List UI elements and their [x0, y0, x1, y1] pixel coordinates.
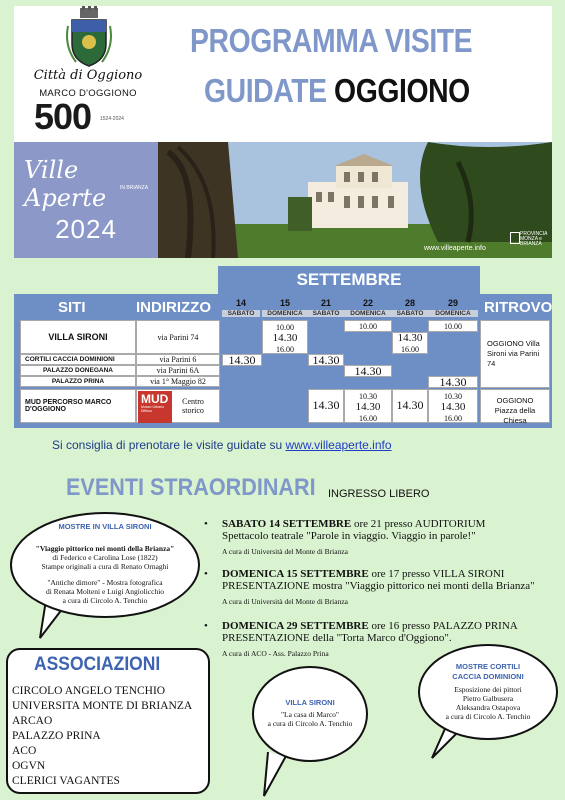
time-value: 16.00 — [401, 345, 419, 354]
associations-title: ASSOCIAZIONI — [34, 654, 161, 675]
event-place: ore 21 presso AUDITORIUM — [351, 518, 486, 530]
association-item: ACO — [12, 745, 37, 757]
time-value: 10.30 — [444, 392, 462, 401]
time-value: 16.00 — [359, 414, 377, 423]
event-organizer: A cura di Università del Monte di Brianza — [222, 597, 349, 606]
day-number: 21 — [320, 298, 331, 308]
time-value: 16.00 — [444, 414, 462, 423]
villa-photo — [158, 142, 552, 258]
bubble-title: CACCIA DOMINIONI — [452, 672, 524, 681]
bubble-title: MOSTRE CORTILI — [455, 662, 521, 671]
title-word-guidate: GUIDATE — [204, 72, 327, 109]
event-date: DOMENICA 15 SETTEMBRE — [222, 568, 369, 580]
day-name: DOMENICA — [262, 310, 308, 317]
meeting-point-chiesa — [480, 389, 550, 423]
month-label: SETTEMBRE — [296, 270, 402, 289]
page-title-line1: PROGRAMMA VISITE — [190, 22, 473, 59]
site-villa-sironi: VILLA SIRONI — [20, 320, 136, 354]
association-item: CLERICI VAGANTES — [12, 775, 120, 787]
booking-note-text: Si consiglia di prenotare le visite guidate su — [52, 438, 283, 452]
meeting-chiesa-line2: Piazza della Chiesa — [494, 406, 536, 425]
day-name: DOMENICA — [428, 310, 478, 317]
day-number: 14 — [235, 298, 246, 308]
events-title: EVENTI STRAORDINARI — [66, 474, 316, 501]
event-year: 2024 — [55, 214, 117, 244]
time-value: 14.30 — [312, 353, 340, 367]
event-place: ore 17 presso VILLA SIRONI — [368, 568, 505, 580]
col-meeting-header: RITROVO — [484, 299, 553, 316]
ville-aperte-sub: IN BRIANZA — [120, 185, 149, 191]
title-word-oggiono: OGGIONO — [334, 72, 470, 109]
event-date: SABATO 14 SETTEMBRE — [222, 518, 352, 530]
time-cell — [344, 389, 392, 423]
association-item: ARCAO — [12, 715, 53, 727]
province-label: PROVINCIA MONZA e BRIANZA — [520, 231, 548, 247]
event-date: DOMENICA 29 SETTEMBRE — [222, 620, 369, 632]
day-number: 15 — [279, 298, 290, 308]
event-organizer: A cura di Università del Monte di Brianza — [222, 547, 349, 556]
bubble-line: Aleksandra Ostapova — [455, 703, 521, 712]
site-donegana: PALAZZO DONEGANA — [20, 365, 136, 376]
col-address-header: INDIRIZZO — [136, 299, 211, 316]
bubble-line: Pietro Galbusera — [462, 694, 514, 703]
day-name: SABATO — [392, 310, 428, 317]
event-item — [222, 518, 552, 558]
time-value: 14.30 — [396, 398, 424, 412]
mud-logo: MUD — [138, 391, 172, 423]
bubble-title: MOSTRE IN VILLA SIRONI — [58, 522, 152, 531]
bullet-icon: • — [204, 568, 208, 580]
bubble-line: a cura di Circolo A. Tenchio — [62, 596, 148, 605]
day-number: 22 — [362, 298, 373, 308]
time-value: 14.30 — [272, 332, 298, 344]
time-cell — [344, 320, 392, 332]
city-crest-icon — [66, 6, 112, 68]
address-villa-sironi: via Parini 74 — [136, 320, 220, 354]
association-item: CIRCOLO ANGELO TENCHIO — [12, 685, 166, 697]
bubble-line: di Renata Molteni e Luigi Angiolicchio — [45, 587, 165, 596]
day-name: SABATO — [308, 310, 344, 317]
address-donegana: via Parini 6A — [136, 365, 220, 376]
anniversary-number: 500 — [34, 96, 92, 137]
anniversary-years: 1524·2024 — [100, 116, 124, 122]
meeting-point-sironi: OGGIONO Villa Sironi via Parini 74 — [480, 320, 550, 388]
province-logo-icon — [510, 232, 520, 244]
time-value: 16.00 — [276, 345, 294, 354]
mud-logo-sub: Museo Urbano Diffuso — [141, 405, 164, 413]
time-value: 14.30 — [312, 398, 340, 412]
day-name: DOMENICA — [344, 310, 392, 317]
bubble-line: a cura di Circolo A. Tenchio — [445, 712, 531, 721]
time-cell — [344, 365, 392, 377]
address-cortili: via Parini 6 — [136, 354, 220, 365]
event-desc: Spettacolo teatrale "Parole in viaggio. Viaggio in parole!" — [222, 530, 476, 542]
villa-url-caption: www.villeaperte.info — [424, 245, 486, 252]
booking-link[interactable]: www.villeaperte.info — [285, 438, 392, 452]
association-item: UNIVERSITA MONTE DI BRIANZA — [12, 700, 193, 712]
time-cell — [308, 389, 344, 423]
time-cell — [262, 320, 308, 354]
time-value: 10.00 — [276, 323, 294, 332]
event-item — [222, 568, 552, 608]
time-cell — [222, 354, 262, 366]
time-value: 14.30 — [228, 353, 256, 367]
time-value: 14.30 — [355, 401, 381, 413]
bubble-line: a cura di Circolo A. Tenchio — [267, 719, 353, 728]
bubble-line: "La casa di Marco" — [281, 710, 339, 719]
col-sites-header: SITI — [58, 299, 86, 316]
bubble-line: "Antiche dimore" - Mostra fotografica — [47, 578, 163, 587]
time-value: 14.30 — [439, 375, 467, 389]
time-value: 10.00 — [444, 322, 462, 331]
bubble-line: "Viaggio pittorico nei monti della Brianza" — [35, 544, 175, 553]
bubble-line: Stampe originali a cura di Renato Ornaghi — [41, 562, 169, 571]
page-title-line2 — [204, 72, 470, 110]
day-name: SABATO — [222, 310, 260, 317]
site-prina: PALAZZO PRINA — [20, 376, 136, 387]
address-mud-text: Centro storico — [182, 397, 204, 415]
time-cell — [308, 354, 344, 366]
booking-note — [52, 438, 392, 452]
time-cell — [428, 376, 478, 388]
event-desc: PRESENTAZIONE della "Torta Marco d'Oggiono". — [222, 632, 452, 644]
address-prina: via 1° Maggio 82 — [136, 376, 220, 387]
association-item: PALAZZO PRINA — [12, 730, 101, 742]
ville-aperte-logo: Ville Aperte — [24, 156, 107, 212]
marco-label: MARCO D'OGGIONO — [39, 88, 137, 99]
day-number: 29 — [447, 298, 458, 308]
time-value: 10.00 — [359, 322, 377, 331]
time-value: 14.30 — [354, 364, 382, 378]
association-item: OGVN — [12, 760, 46, 772]
event-desc: PRESENTAZIONE mostra "Viaggio pittorico nei monti della Brianza" — [222, 580, 535, 592]
time-value: 14.30 — [397, 332, 423, 344]
bullet-icon: • — [204, 620, 208, 632]
bubble-line: Esposizione dei pittori — [454, 685, 522, 694]
time-cell — [428, 320, 478, 332]
bullet-icon: • — [204, 518, 208, 530]
event-organizer: A cura di ACO - Ass. Palazzo Prina — [222, 649, 329, 658]
meeting-chiesa-line1: OGGIONO — [496, 396, 534, 405]
bubble-title: VILLA SIRONI — [285, 698, 335, 707]
time-cell — [392, 389, 428, 423]
site-cortili: CORTILI CACCIA DOMINIONI — [20, 354, 136, 365]
time-value: 14.30 — [440, 401, 466, 413]
site-mud: MUD PERCORSO MARCO D'OGGIONO — [20, 389, 136, 423]
speech-tail — [262, 752, 292, 798]
bubble-line: di Federico e Carolina Lose (1822) — [52, 553, 158, 562]
event-place: ore 16 presso PALAZZO PRINA — [368, 620, 518, 632]
day-number: 28 — [404, 298, 415, 308]
time-cell — [392, 332, 428, 354]
free-entry-label: INGRESSO LIBERO — [328, 488, 430, 500]
time-value: 10.30 — [359, 392, 377, 401]
time-cell — [428, 389, 478, 423]
city-name: Città di Oggiono — [33, 68, 143, 83]
